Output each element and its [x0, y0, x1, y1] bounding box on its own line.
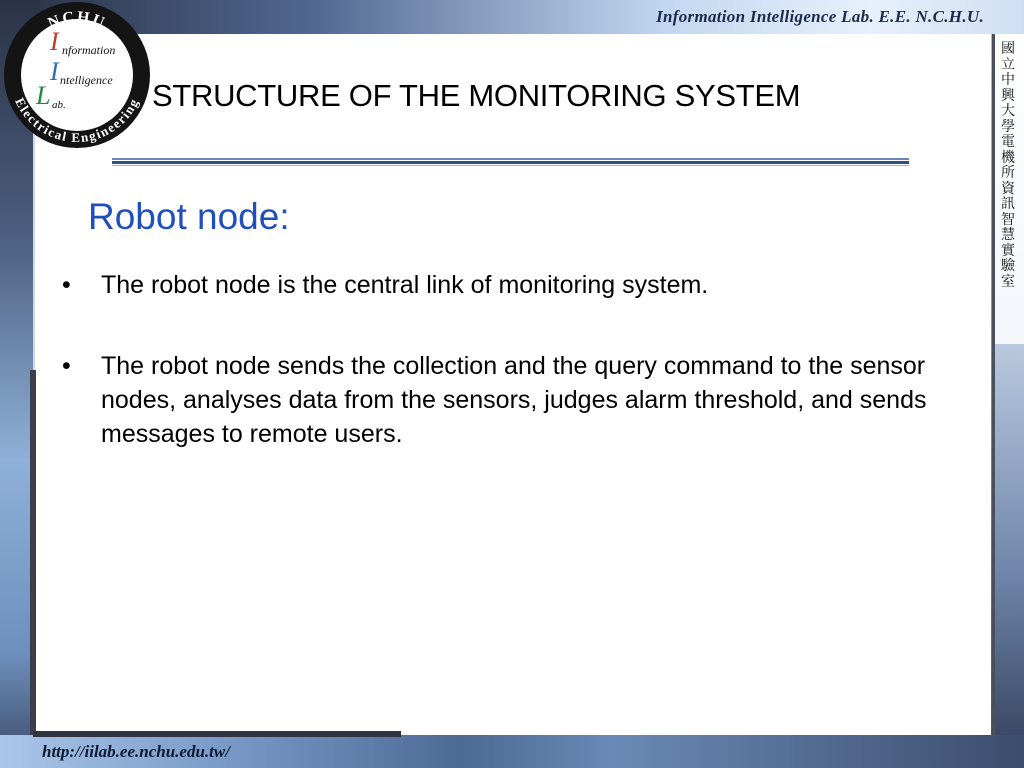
logo-initial-1: I: [50, 27, 59, 56]
logo-top-text: NCHU: [45, 8, 109, 33]
side-decorative-column: [992, 344, 1024, 735]
bullet-marker: •: [62, 271, 71, 299]
footer-divider: [33, 731, 401, 737]
title-rule-bottom: [112, 165, 909, 166]
logo-line-2: ntelligence: [60, 73, 113, 87]
logo-line-3: ab.: [52, 99, 66, 111]
bullet-text: The robot node sends the collection and the query command to the sensor nodes, analyses data from the sensors, judges alarm threshold, and sends messages to remote users.: [101, 352, 927, 448]
bullet-item: [62, 349, 962, 451]
bullet-list: [62, 268, 962, 498]
logo-line-1: nformation: [62, 43, 116, 57]
logo-initial-2: I: [50, 57, 59, 86]
footer-url: http://iilab.ee.nchu.edu.tw/: [42, 742, 230, 761]
bullet-item: [62, 268, 962, 302]
logo-initial-3: L: [36, 81, 51, 110]
slide-subtitle: Robot node:: [88, 196, 290, 237]
bullet-text: The robot node is the central link of monitoring system.: [101, 271, 709, 299]
side-vertical-label: 國立中興大學電機所資訊智慧實驗室: [1001, 41, 1015, 290]
title-rule-top: [112, 158, 909, 160]
nchu-iilab-logo: [2, 0, 152, 150]
left-divider-bar: [30, 370, 36, 735]
bullet-marker: •: [62, 352, 71, 380]
lab-name-header: Information Intelligence Lab. E.E. N.C.H.U.: [656, 7, 984, 26]
slide-title: STRUCTURE OF THE MONITORING SYSTEM: [152, 78, 801, 113]
logo-ring-text: Electrical Engineering: [12, 95, 142, 146]
title-rule-main: [112, 161, 909, 164]
